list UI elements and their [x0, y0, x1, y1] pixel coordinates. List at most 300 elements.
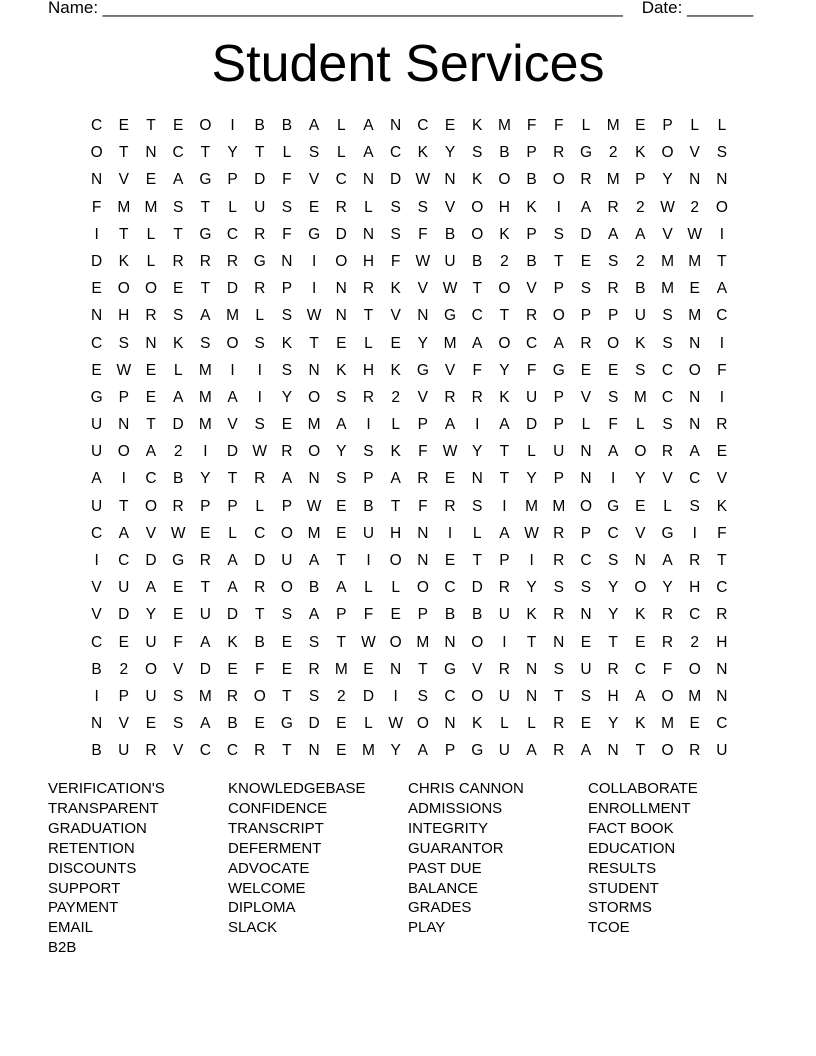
grid-letter: R [226, 687, 239, 705]
grid-letter: V [417, 280, 429, 298]
grid-letter: P [526, 225, 537, 243]
grid-letter: P [363, 470, 374, 488]
grid-letter: B [91, 742, 102, 760]
grid-letter: O [552, 171, 565, 189]
grid-letter: E [580, 715, 592, 733]
grid-letter: C [661, 388, 674, 406]
grid-letter: D [254, 552, 266, 569]
word-item: PAYMENT [48, 899, 119, 917]
grid-row [83, 139, 736, 166]
grid-letter: R [444, 497, 456, 515]
word-item: WELCOME [228, 879, 306, 897]
grid-letter: V [91, 579, 102, 597]
grid-letter: T [554, 252, 564, 270]
grid-letter: E [281, 633, 293, 651]
grid-letter: G [199, 171, 212, 189]
grid-letter: A [227, 388, 238, 406]
grid-letter: F [717, 524, 727, 542]
grid-letter: I [719, 388, 725, 406]
grid-letter: C [90, 633, 103, 651]
grid-letter: B [444, 225, 456, 243]
grid-letter: M [198, 687, 212, 705]
word-column [48, 779, 228, 958]
grid-letter: U [281, 552, 293, 569]
grid-letter: A [227, 579, 238, 597]
grid-letter: 2 [636, 198, 645, 216]
grid-letter: Y [526, 579, 537, 597]
grid-letter: A [145, 579, 157, 597]
grid-letter: R [254, 579, 266, 597]
grid-letter: S [635, 361, 646, 379]
grid-letter: M [334, 660, 348, 678]
grid-letter: B [172, 470, 184, 488]
grid-letter: R [199, 252, 211, 270]
word-item: PAST DUE [408, 859, 482, 877]
grid-letter: N [689, 334, 701, 352]
word-item: PLAY [408, 919, 446, 937]
grid-letter: P [580, 524, 592, 542]
grid-letter: N [308, 742, 320, 760]
grid-letter: M [362, 742, 375, 760]
grid-letter: T [363, 307, 374, 325]
grid-letter: V [716, 470, 728, 488]
grid-letter: S [580, 280, 592, 298]
grid-letter: L [663, 497, 672, 515]
grid-letter: R [145, 742, 157, 760]
grid-letter: T [390, 497, 401, 515]
grid-letter: A [499, 524, 510, 542]
grid-letter: P [444, 742, 456, 760]
grid-letter: M [226, 307, 239, 325]
grid-letter: M [443, 334, 457, 352]
word-item: CONFIDENCE [228, 799, 328, 817]
grid-letter: V [689, 144, 700, 162]
grid-letter: L [364, 198, 373, 216]
grid-letter: T [472, 280, 482, 298]
grid-letter: E [580, 633, 592, 651]
word-item: COLLABORATE [588, 780, 698, 797]
grid-letter: M [198, 416, 212, 434]
grid-letter: S [580, 579, 592, 597]
grid-row [83, 275, 736, 302]
grid-letter: C [525, 334, 538, 352]
grid-letter: P [227, 497, 238, 515]
grid-letter: A [635, 687, 646, 705]
word-item: DIPLOMA [228, 899, 296, 917]
grid-letter: A [363, 144, 374, 162]
grid-letter: S [281, 198, 293, 216]
grid-letter: L [636, 416, 645, 434]
grid-letter: I [230, 117, 235, 134]
word-item: EMAIL [48, 919, 94, 937]
grid-letter: C [607, 524, 619, 542]
grid-letter: K [118, 252, 129, 270]
grid-letter: T [309, 334, 319, 352]
grid-letter: D [308, 715, 320, 733]
grid-letter: C [90, 334, 103, 352]
grid-letter: A [716, 280, 728, 298]
grid-letter: T [717, 252, 727, 270]
grid-letter: G [280, 715, 293, 733]
grid-letter: S [172, 198, 184, 216]
grid-letter: 2 [391, 388, 400, 406]
grid-row [83, 330, 736, 357]
grid-letter: I [393, 687, 398, 705]
grid-letter: A [227, 552, 238, 569]
grid-letter: E [716, 443, 728, 461]
grid-letter: F [390, 252, 401, 270]
grid-letter: T [254, 144, 265, 162]
grid-letter: A [172, 388, 184, 406]
grid-letter: W [415, 171, 431, 189]
grid-letter: K [526, 198, 537, 216]
grid-letter: K [499, 225, 510, 243]
grid-letter: E [118, 633, 129, 651]
grid-letter: E [635, 633, 646, 651]
grid-letter: B [444, 606, 456, 624]
word-item: GUARANTOR [408, 839, 504, 857]
grid-letter: H [362, 252, 375, 270]
grid-letter: G [199, 225, 212, 243]
grid-letter: T [119, 497, 129, 515]
grid-letter: U [90, 443, 103, 461]
grid-letter: E [308, 198, 320, 216]
grid-letter: M [416, 633, 430, 651]
grid-letter: P [336, 606, 347, 624]
grid-row [83, 438, 736, 465]
grid-letter: Y [472, 443, 483, 461]
grid-letter: T [499, 470, 510, 488]
word-item: ADMISSIONS [408, 799, 503, 817]
grid-letter: C [118, 552, 130, 569]
grid-letter: I [502, 497, 507, 515]
grid-letter: P [281, 497, 293, 515]
grid-letter: A [336, 579, 347, 597]
grid-letter: E [580, 361, 592, 379]
grid-letter: R [553, 552, 565, 569]
grid-letter: V [580, 388, 592, 406]
grid-letter: R [580, 334, 592, 352]
grid-row [83, 710, 736, 737]
grid-letter: P [553, 470, 564, 488]
grid-letter: K [227, 633, 238, 651]
grid-letter: I [94, 687, 99, 705]
grid-letter: H [498, 198, 510, 216]
grid-letter: E [118, 117, 129, 134]
grid-letter: M [688, 687, 702, 705]
grid-letter: U [525, 388, 538, 406]
grid-letter: N [525, 660, 538, 678]
grid-letter: N [90, 171, 103, 189]
grid-letter: F [363, 606, 374, 624]
grid-letter: T [200, 144, 211, 162]
grid-letter: S [580, 687, 592, 705]
grid-letter: T [717, 552, 727, 569]
grid-letter: E [336, 715, 347, 733]
word-item: INTEGRITY [408, 819, 489, 837]
grid-letter: I [311, 252, 317, 270]
grid-letter: V [308, 171, 320, 189]
grid-letter: W [170, 524, 186, 542]
grid-letter: A [580, 742, 592, 760]
grid-letter: S [472, 497, 483, 515]
grid-letter: K [635, 144, 646, 162]
word-item: SUPPORT [48, 879, 121, 897]
grid-letter: B [472, 606, 483, 624]
grid-letter: A [635, 225, 646, 243]
grid-letter: L [581, 416, 591, 434]
grid-letter: E [281, 660, 293, 678]
grid-letter: C [90, 524, 103, 542]
grid-letter: R [471, 388, 483, 406]
grid-letter: N [444, 171, 456, 189]
grid-letter: M [552, 497, 566, 515]
grid-letter: O [308, 443, 321, 461]
grid-letter: O [634, 579, 647, 597]
grid-letter: A [553, 334, 564, 352]
grid-letter: R [607, 660, 619, 678]
grid-letter: S [553, 225, 564, 243]
grid-letter: F [173, 633, 183, 651]
grid-letter: R [199, 552, 211, 569]
grid-letter: M [633, 388, 647, 406]
grid-letter: A [689, 443, 700, 461]
grid-letter: F [282, 225, 292, 243]
grid-letter: P [580, 307, 592, 325]
grid-letter: U [498, 606, 510, 624]
grid-letter: L [146, 225, 156, 243]
grid-letter: D [118, 606, 130, 624]
grid-letter: M [144, 198, 158, 216]
grid-letter: O [661, 144, 674, 162]
grid-letter: A [91, 470, 102, 488]
grid-letter: P [417, 606, 429, 624]
grid-letter: L [391, 416, 400, 434]
grid-letter: L [255, 307, 265, 325]
grid-letter: B [254, 633, 265, 651]
grid-letter: W [252, 443, 268, 461]
grid-letter: V [444, 361, 456, 379]
grid-row [83, 357, 736, 384]
grid-letter: T [608, 633, 618, 651]
grid-letter: T [282, 687, 292, 705]
grid-letter: S [689, 497, 700, 515]
word-item: KNOWLEDGEBASE [228, 780, 366, 797]
grid-letter: R [444, 388, 456, 406]
grid-letter: S [662, 307, 673, 325]
grid-letter: T [336, 552, 347, 569]
grid-letter: 2 [608, 144, 618, 162]
grid-letter: S [281, 361, 293, 379]
grid-letter: A [390, 470, 401, 488]
grid-letter: R [525, 307, 538, 325]
grid-letter: C [254, 524, 266, 542]
grid-letter: R [716, 416, 728, 434]
grid-letter: N [580, 606, 592, 624]
grid-letter: S [172, 687, 184, 705]
grid-row [83, 112, 736, 139]
word-item: EDUCATION [588, 839, 676, 857]
grid-letter: T [254, 606, 265, 624]
grid-letter: T [472, 552, 482, 569]
grid-letter: F [282, 171, 292, 189]
grid-letter: S [716, 144, 728, 162]
grid-letter: N [118, 416, 130, 434]
grid-letter: O [117, 280, 130, 298]
grid-letter: M [661, 252, 674, 270]
grid-letter: H [118, 307, 130, 325]
grid-letter: O [634, 443, 647, 461]
grid-letter: V [662, 225, 673, 243]
grid-letter: N [362, 171, 375, 189]
grid-letter: N [607, 742, 619, 760]
grid-letter: T [227, 470, 238, 488]
grid-letter: P [118, 687, 129, 705]
grid-letter: L [717, 117, 727, 134]
grid-letter: O [253, 687, 266, 705]
grid-letter: N [580, 443, 592, 461]
grid-letter: G [444, 660, 457, 678]
grid-letter: F [717, 361, 727, 379]
grid-letter: A [308, 552, 320, 569]
grid-letter: C [226, 225, 239, 243]
grid-letter: A [526, 742, 537, 760]
grid-letter: V [526, 280, 537, 298]
grid-letter: A [172, 171, 184, 189]
grid-letter: B [227, 715, 238, 733]
grid-letter: N [308, 361, 320, 379]
grid-letter: 2 [500, 252, 509, 270]
grid-letter: A [662, 552, 673, 569]
grid-letter: K [635, 606, 646, 624]
grid-row [83, 547, 736, 574]
grid-letter: 2 [173, 443, 183, 461]
grid-letter: N [335, 307, 347, 325]
grid-letter: O [308, 388, 321, 406]
grid-letter: O [661, 742, 674, 760]
grid-letter: M [525, 497, 539, 515]
grid-letter: A [308, 606, 320, 624]
grid-letter: U [553, 443, 565, 461]
grid-letter: S [336, 388, 347, 406]
grid-letter: R [172, 497, 184, 515]
grid-letter: N [444, 633, 456, 651]
grid-letter: K [417, 144, 429, 162]
grid-letter: I [529, 552, 534, 569]
grid-letter: T [200, 579, 211, 597]
grid-letter: S [607, 388, 619, 406]
grid-letter: T [526, 633, 537, 651]
grid-letter: R [553, 715, 565, 733]
grid-letter: S [553, 579, 564, 597]
grid-letter: I [203, 443, 208, 461]
grid-letter: K [472, 117, 483, 134]
word-item: CHRIS CANNON [408, 780, 524, 797]
grid-letter: R [580, 171, 592, 189]
grid-letter: S [254, 416, 265, 434]
grid-letter: D [145, 552, 157, 569]
grid-letter: P [118, 388, 129, 406]
grid-letter: O [471, 225, 484, 243]
grid-letter: O [471, 687, 484, 705]
grid-row [83, 411, 736, 438]
grid-letter: M [688, 252, 702, 270]
grid-letter: E [444, 117, 456, 134]
grid-letter: A [200, 633, 211, 651]
grid-letter: U [362, 524, 375, 542]
grid-letter: D [199, 660, 211, 678]
grid-letter: E [390, 334, 401, 352]
grid-row [83, 302, 736, 329]
grid-letter: U [90, 416, 103, 434]
grid-letter: B [526, 171, 537, 189]
grid-letter: S [472, 144, 483, 162]
grid-letter: O [389, 552, 402, 569]
grid-letter: Y [607, 715, 619, 733]
grid-letter: B [499, 144, 510, 162]
grid-letter: T [200, 198, 211, 216]
grid-letter: O [416, 579, 429, 597]
grid-letter: C [199, 742, 211, 760]
grid-letter: Y [200, 470, 211, 488]
grid-letter: N [689, 416, 701, 434]
grid-letter: I [719, 334, 725, 352]
grid-letter: O [498, 334, 511, 352]
grid-letter: Y [526, 470, 537, 488]
grid-letter: I [692, 524, 697, 542]
grid-letter: V [417, 388, 429, 406]
grid-letter: E [172, 280, 184, 298]
word-list [48, 779, 768, 958]
grid-letter: B [91, 660, 102, 678]
grid-letter: T [499, 443, 510, 461]
grid-letter: L [255, 497, 265, 515]
grid-letter: R [661, 633, 674, 651]
grid-letter: L [364, 579, 373, 597]
grid-letter: R [553, 742, 565, 760]
grid-letter: F [418, 443, 428, 461]
grid-letter: A [417, 742, 429, 760]
grid-row [83, 737, 736, 764]
grid-letter: I [366, 416, 371, 434]
grid-letter: T [173, 225, 183, 243]
grid-letter: S [390, 198, 401, 216]
grid-letter: S [336, 470, 347, 488]
grid-letter: A [118, 524, 129, 542]
grid-letter: U [634, 307, 646, 325]
grid-letter: U [199, 606, 211, 624]
grid-letter: C [172, 144, 184, 162]
grid-letter: W [306, 497, 322, 515]
grid-letter: E [227, 660, 238, 678]
grid-letter: K [526, 606, 537, 624]
grid-letter: R [689, 742, 701, 760]
grid-letter: A [308, 117, 320, 134]
grid-letter: O [498, 171, 511, 189]
grid-letter: K [172, 334, 184, 352]
grid-letter: G [90, 388, 103, 406]
grid-letter: M [661, 715, 674, 733]
grid-letter: P [635, 171, 646, 189]
grid-letter: E [172, 117, 184, 134]
grid-letter: L [173, 361, 183, 379]
grid-letter: O [226, 334, 239, 352]
grid-letter: R [553, 524, 565, 542]
grid-letter: C [716, 307, 728, 325]
grid-letter: S [308, 687, 320, 705]
grid-letter: G [444, 307, 457, 325]
grid-letter: F [526, 361, 537, 379]
